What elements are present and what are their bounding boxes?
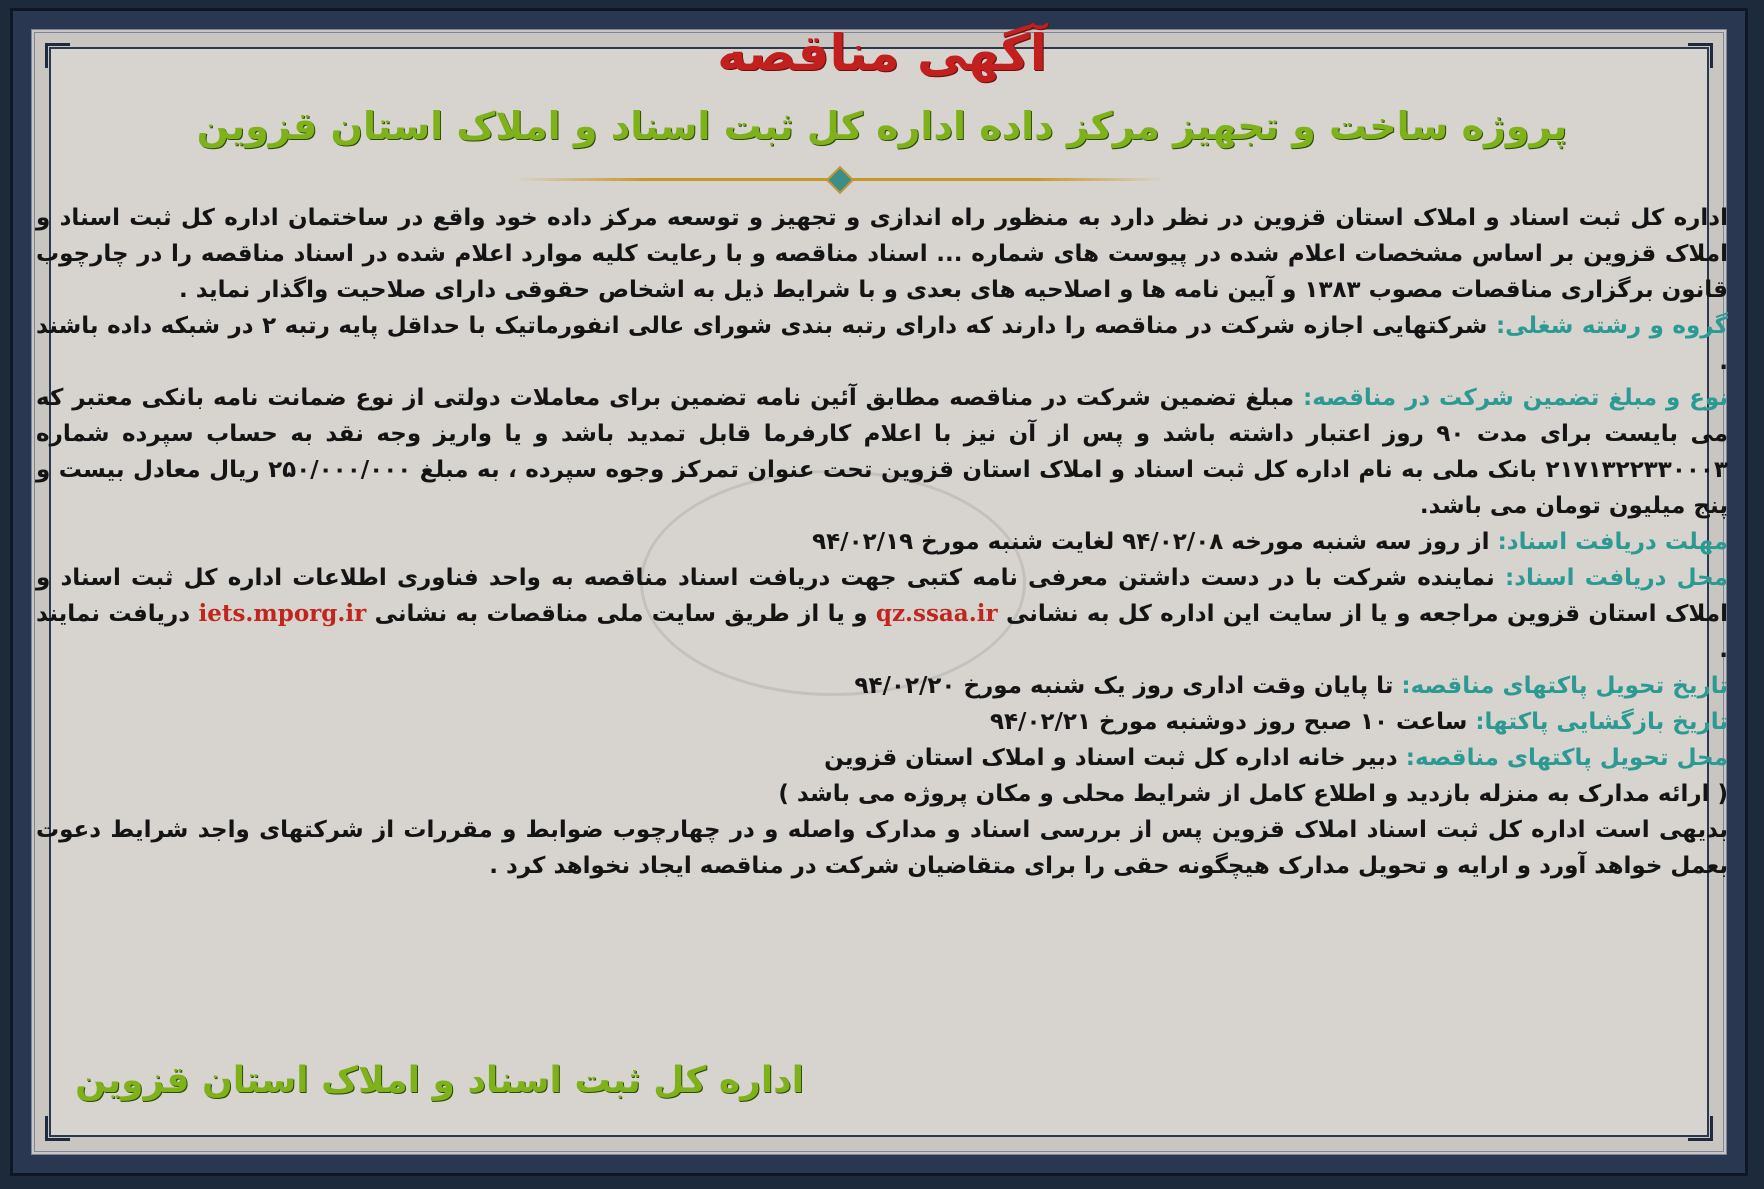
section-delivery	[36, 668, 1728, 704]
section-text: از روز سه شنبه مورخه ۹۴/۰۲/۰۸ لغایت شنبه مورخ ۹۴/۰۲/۱۹	[812, 529, 1490, 555]
section-text: دریافت نمایند .	[36, 601, 1728, 663]
section-location	[36, 560, 1728, 668]
section-opening	[36, 704, 1728, 740]
note-paragraph: ( ارائه مدارک به منزله بازدید و اطلاع کامل از شرایط محلی و مکان پروژه می باشد )	[778, 781, 1728, 807]
section-label: محل دریافت اسناد:	[1505, 565, 1728, 591]
corner-ornament	[45, 1116, 70, 1141]
section-guarantee	[36, 380, 1728, 524]
intro-paragraph: اداره کل ثبت اسناد و املاک استان قزوین در نظر دارد به منظور راه اندازی و تجهیز و توسعه مرکز داده خود واقع در ساختمان اداره کل ثبت اسناد و املاک قزوین بر اساس مشخصات اعلام شده در پیوست های شماره ... اسناد مناقصه و با رعایت کلیه موارد اعلام شده در اسناد مناقصه را در چارچوب قانون برگزاری مناقصات مصوب ۱۳۸۳ و آیین نامه ها و اصلاحیه های بعدی و با شرایط ذیل به اشخاص حقوقی دارای صلاحیت واگذار نماید .	[36, 205, 1728, 303]
section-text: نماینده شرکت با در دست داشتن معرفی نامه کتبی جهت دریافت اسناد مناقصه به واحد فناوری اطلاعات اداره کل ثبت اسناد و املاک استان قزوین مراجعه و یا از سایت این اداره کل به نشانی	[36, 565, 1729, 627]
website-link[interactable]: qz.ssaa.ir	[875, 600, 998, 627]
notice-subtitle: پروژه ساخت و تجهیز مرکز داده اداره کل ثبت اسناد و املاک استان قزوین	[196, 104, 1568, 148]
section-text: و یا از طریق سایت ملی مناقصات به نشانی	[374, 601, 868, 627]
section-text: ساعت ۱۰ صبح روز دوشنبه مورخ ۹۴/۰۲/۲۱	[989, 709, 1468, 735]
section-label: محل تحویل پاکتهای مناقصه:	[1405, 745, 1728, 771]
issuer-signature: اداره کل ثبت اسناد و املاک استان قزوین	[75, 1060, 804, 1101]
section-delivery-place	[36, 740, 1728, 776]
corner-ornament	[1688, 1116, 1713, 1141]
section-text: شرکتهایی اجازه شرکت در مناقصه را دارند که دارای رتبه بندی شورای عالی انفورماتیک با حداقل پایه رتبه ۲ در شبکه داده باشند .	[36, 313, 1728, 375]
notice-body	[36, 200, 1728, 884]
section-deadline	[36, 524, 1728, 560]
section-label: تاریخ تحویل پاکتهای مناقصه:	[1401, 673, 1728, 699]
tender-site-link[interactable]: iets.mporg.ir	[198, 600, 367, 627]
section-label: تاریخ بازگشایی پاکتها:	[1475, 709, 1728, 735]
section-text: مبلغ تضمین شرکت در مناقصه مطابق آئین نامه تضمین برای معاملات دولتی از نوع ضمانت نامه بانکی معتبر که می بایست برای مدت ۹۰ روز اعتبار داشته باشد و پس از آن نیز با اعلام کارفرما قابل تمدید باشد و یا واریز وجه نقد به حساب سپرده شماره ۲۱۷۱۳۲۲۳۳۰۰۰۳ بانک ملی به نام اداره کل ثبت اسناد و املاک استان قزوین تحت عنوان تمرکز وجوه سپرده ، به مبلغ ۲۵۰/۰۰۰/۰۰۰ ریال معادل بیست و پنج میلیون تومان می باشد.	[36, 385, 1728, 519]
section-label: مهلت دریافت اسناد:	[1497, 529, 1728, 555]
section-text: تا پایان وقت اداری روز یک شنبه مورخ ۹۴/۰۲/۲۰	[854, 673, 1394, 699]
section-label: نوع و مبلغ تضمین شرکت در مناقصه:	[1303, 385, 1728, 411]
section-text: دبیر خانه اداره کل ثبت اسناد و املاک استان قزوین	[824, 745, 1398, 771]
section-label: گروه و رشته شغلی:	[1495, 313, 1728, 339]
section-group	[36, 308, 1728, 380]
notice-title: آگهی مناقصه	[717, 24, 1047, 82]
closing-paragraph: بدیهی است اداره کل ثبت اسناد املاک قزوین پس از بررسی اسناد و مدارک واصله و در چهارچوب ضوابط و مقررات از شرکتهای واجد شرایط دعوت بعمل خواهد آورد و ارایه و تحویل مدارک هیچگونه حقی را برای متقاضیان شرکت در مناقصه ایجاد نخواهد کرد .	[36, 817, 1728, 879]
